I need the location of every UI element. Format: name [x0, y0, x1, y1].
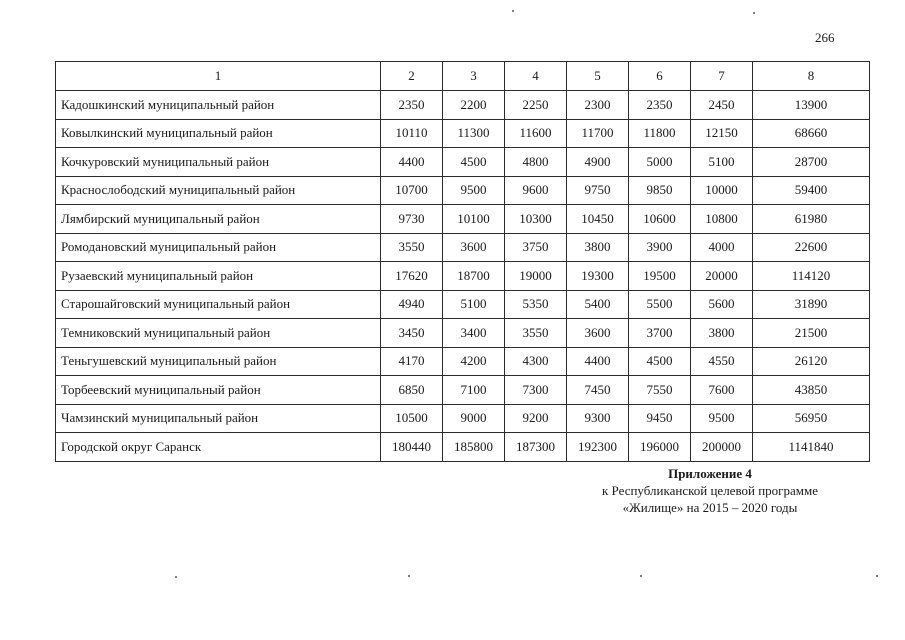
- total-cell: 26120: [753, 347, 870, 376]
- value-cell: 4940: [381, 290, 443, 319]
- value-cell: 5500: [629, 290, 691, 319]
- value-cell: 2350: [629, 91, 691, 120]
- district-name-cell: Ковылкинский муниципальный район: [56, 119, 381, 148]
- table-row: [56, 176, 870, 205]
- value-cell: 3800: [567, 233, 629, 262]
- value-cell: 3750: [505, 233, 567, 262]
- table-row: [56, 319, 870, 348]
- value-cell: 9600: [505, 176, 567, 205]
- value-cell: 187300: [505, 433, 567, 462]
- total-cell: 21500: [753, 319, 870, 348]
- value-cell: 10500: [381, 404, 443, 433]
- value-cell: 200000: [691, 433, 753, 462]
- district-name-cell: Чамзинский муниципальный район: [56, 404, 381, 433]
- district-name-cell: Старошайговский муниципальный район: [56, 290, 381, 319]
- header-cell: 1: [56, 62, 381, 91]
- total-cell: 68660: [753, 119, 870, 148]
- total-cell: 1141840: [753, 433, 870, 462]
- value-cell: 10100: [443, 205, 505, 234]
- scan-speck: [512, 10, 514, 12]
- value-cell: 5400: [567, 290, 629, 319]
- value-cell: 180440: [381, 433, 443, 462]
- value-cell: 7100: [443, 376, 505, 405]
- value-cell: 2250: [505, 91, 567, 120]
- value-cell: 5100: [443, 290, 505, 319]
- total-cell: 13900: [753, 91, 870, 120]
- value-cell: 3700: [629, 319, 691, 348]
- scan-speck: [640, 575, 642, 577]
- value-cell: 4500: [443, 148, 505, 177]
- value-cell: 9200: [505, 404, 567, 433]
- value-cell: 5100: [691, 148, 753, 177]
- value-cell: 18700: [443, 262, 505, 291]
- value-cell: 9850: [629, 176, 691, 205]
- appendix-title: Приложение 4: [668, 466, 752, 481]
- district-name-cell: Лямбирский муниципальный район: [56, 205, 381, 234]
- value-cell: 10110: [381, 119, 443, 148]
- value-cell: 5350: [505, 290, 567, 319]
- value-cell: 4300: [505, 347, 567, 376]
- total-cell: 59400: [753, 176, 870, 205]
- table-row: [56, 205, 870, 234]
- district-name-cell: Рузаевский муниципальный район: [56, 262, 381, 291]
- value-cell: 4400: [567, 347, 629, 376]
- value-cell: 19500: [629, 262, 691, 291]
- value-cell: 20000: [691, 262, 753, 291]
- header-cell: 4: [505, 62, 567, 91]
- value-cell: 7550: [629, 376, 691, 405]
- value-cell: 10600: [629, 205, 691, 234]
- header-cell: 7: [691, 62, 753, 91]
- value-cell: 4900: [567, 148, 629, 177]
- total-cell: 56950: [753, 404, 870, 433]
- value-cell: 9500: [443, 176, 505, 205]
- value-cell: 192300: [567, 433, 629, 462]
- value-cell: 3450: [381, 319, 443, 348]
- value-cell: 10700: [381, 176, 443, 205]
- value-cell: 3600: [567, 319, 629, 348]
- table-header-row: [56, 62, 870, 91]
- table-row: [56, 433, 870, 462]
- scan-speck: [876, 575, 878, 577]
- value-cell: 4550: [691, 347, 753, 376]
- total-cell: 28700: [753, 148, 870, 177]
- table-row: [56, 290, 870, 319]
- total-cell: 114120: [753, 262, 870, 291]
- header-cell: 2: [381, 62, 443, 91]
- value-cell: 19000: [505, 262, 567, 291]
- value-cell: 19300: [567, 262, 629, 291]
- value-cell: 9750: [567, 176, 629, 205]
- value-cell: 4800: [505, 148, 567, 177]
- value-cell: 7450: [567, 376, 629, 405]
- total-cell: 61980: [753, 205, 870, 234]
- value-cell: 10300: [505, 205, 567, 234]
- table-row: [56, 404, 870, 433]
- value-cell: 196000: [629, 433, 691, 462]
- value-cell: 4170: [381, 347, 443, 376]
- value-cell: 3800: [691, 319, 753, 348]
- value-cell: 11700: [567, 119, 629, 148]
- value-cell: 185800: [443, 433, 505, 462]
- value-cell: 4200: [443, 347, 505, 376]
- data-table: [55, 61, 870, 462]
- value-cell: 3900: [629, 233, 691, 262]
- value-cell: 9300: [567, 404, 629, 433]
- value-cell: 2300: [567, 91, 629, 120]
- value-cell: 4500: [629, 347, 691, 376]
- district-name-cell: Темниковский муниципальный район: [56, 319, 381, 348]
- value-cell: 3400: [443, 319, 505, 348]
- total-cell: 31890: [753, 290, 870, 319]
- value-cell: 3550: [381, 233, 443, 262]
- value-cell: 9730: [381, 205, 443, 234]
- scan-speck: [753, 12, 755, 14]
- value-cell: 10000: [691, 176, 753, 205]
- table-body: [56, 62, 870, 462]
- appendix-line: к Республиканской целевой программе: [601, 483, 818, 498]
- total-cell: 43850: [753, 376, 870, 405]
- value-cell: 3550: [505, 319, 567, 348]
- value-cell: 9000: [443, 404, 505, 433]
- district-name-cell: Теньгушевский муниципальный район: [56, 347, 381, 376]
- value-cell: 7600: [691, 376, 753, 405]
- value-cell: 4400: [381, 148, 443, 177]
- table-row: [56, 119, 870, 148]
- value-cell: 6850: [381, 376, 443, 405]
- district-name-cell: Кочкуровский муниципальный район: [56, 148, 381, 177]
- value-cell: 3600: [443, 233, 505, 262]
- value-cell: 10450: [567, 205, 629, 234]
- table-row: [56, 376, 870, 405]
- table-row: [56, 148, 870, 177]
- scan-speck: [175, 576, 177, 578]
- value-cell: 10800: [691, 205, 753, 234]
- district-name-cell: Городской округ Саранск: [56, 433, 381, 462]
- appendix-note: [545, 465, 875, 516]
- header-cell: 3: [443, 62, 505, 91]
- value-cell: 2350: [381, 91, 443, 120]
- district-name-cell: Ромодановский муниципальный район: [56, 233, 381, 262]
- district-name-cell: Краснослободский муниципальный район: [56, 176, 381, 205]
- value-cell: 9500: [691, 404, 753, 433]
- value-cell: 11600: [505, 119, 567, 148]
- district-name-cell: Торбеевский муниципальный район: [56, 376, 381, 405]
- table-row: [56, 347, 870, 376]
- total-cell: 22600: [753, 233, 870, 262]
- value-cell: 9450: [629, 404, 691, 433]
- scan-speck: [408, 575, 410, 577]
- value-cell: 12150: [691, 119, 753, 148]
- value-cell: 11300: [443, 119, 505, 148]
- table-row: [56, 233, 870, 262]
- header-cell: 8: [753, 62, 870, 91]
- district-name-cell: Кадошкинский муниципальный район: [56, 91, 381, 120]
- value-cell: 2200: [443, 91, 505, 120]
- appendix-line: «Жилище» на 2015 – 2020 годы: [622, 500, 798, 515]
- value-cell: 5600: [691, 290, 753, 319]
- header-cell: 5: [567, 62, 629, 91]
- table-row: [56, 91, 870, 120]
- header-cell: 6: [629, 62, 691, 91]
- value-cell: 11800: [629, 119, 691, 148]
- page-number: 266: [815, 30, 835, 45]
- table-row: [56, 262, 870, 291]
- value-cell: 17620: [381, 262, 443, 291]
- value-cell: 7300: [505, 376, 567, 405]
- value-cell: 5000: [629, 148, 691, 177]
- value-cell: 2450: [691, 91, 753, 120]
- value-cell: 4000: [691, 233, 753, 262]
